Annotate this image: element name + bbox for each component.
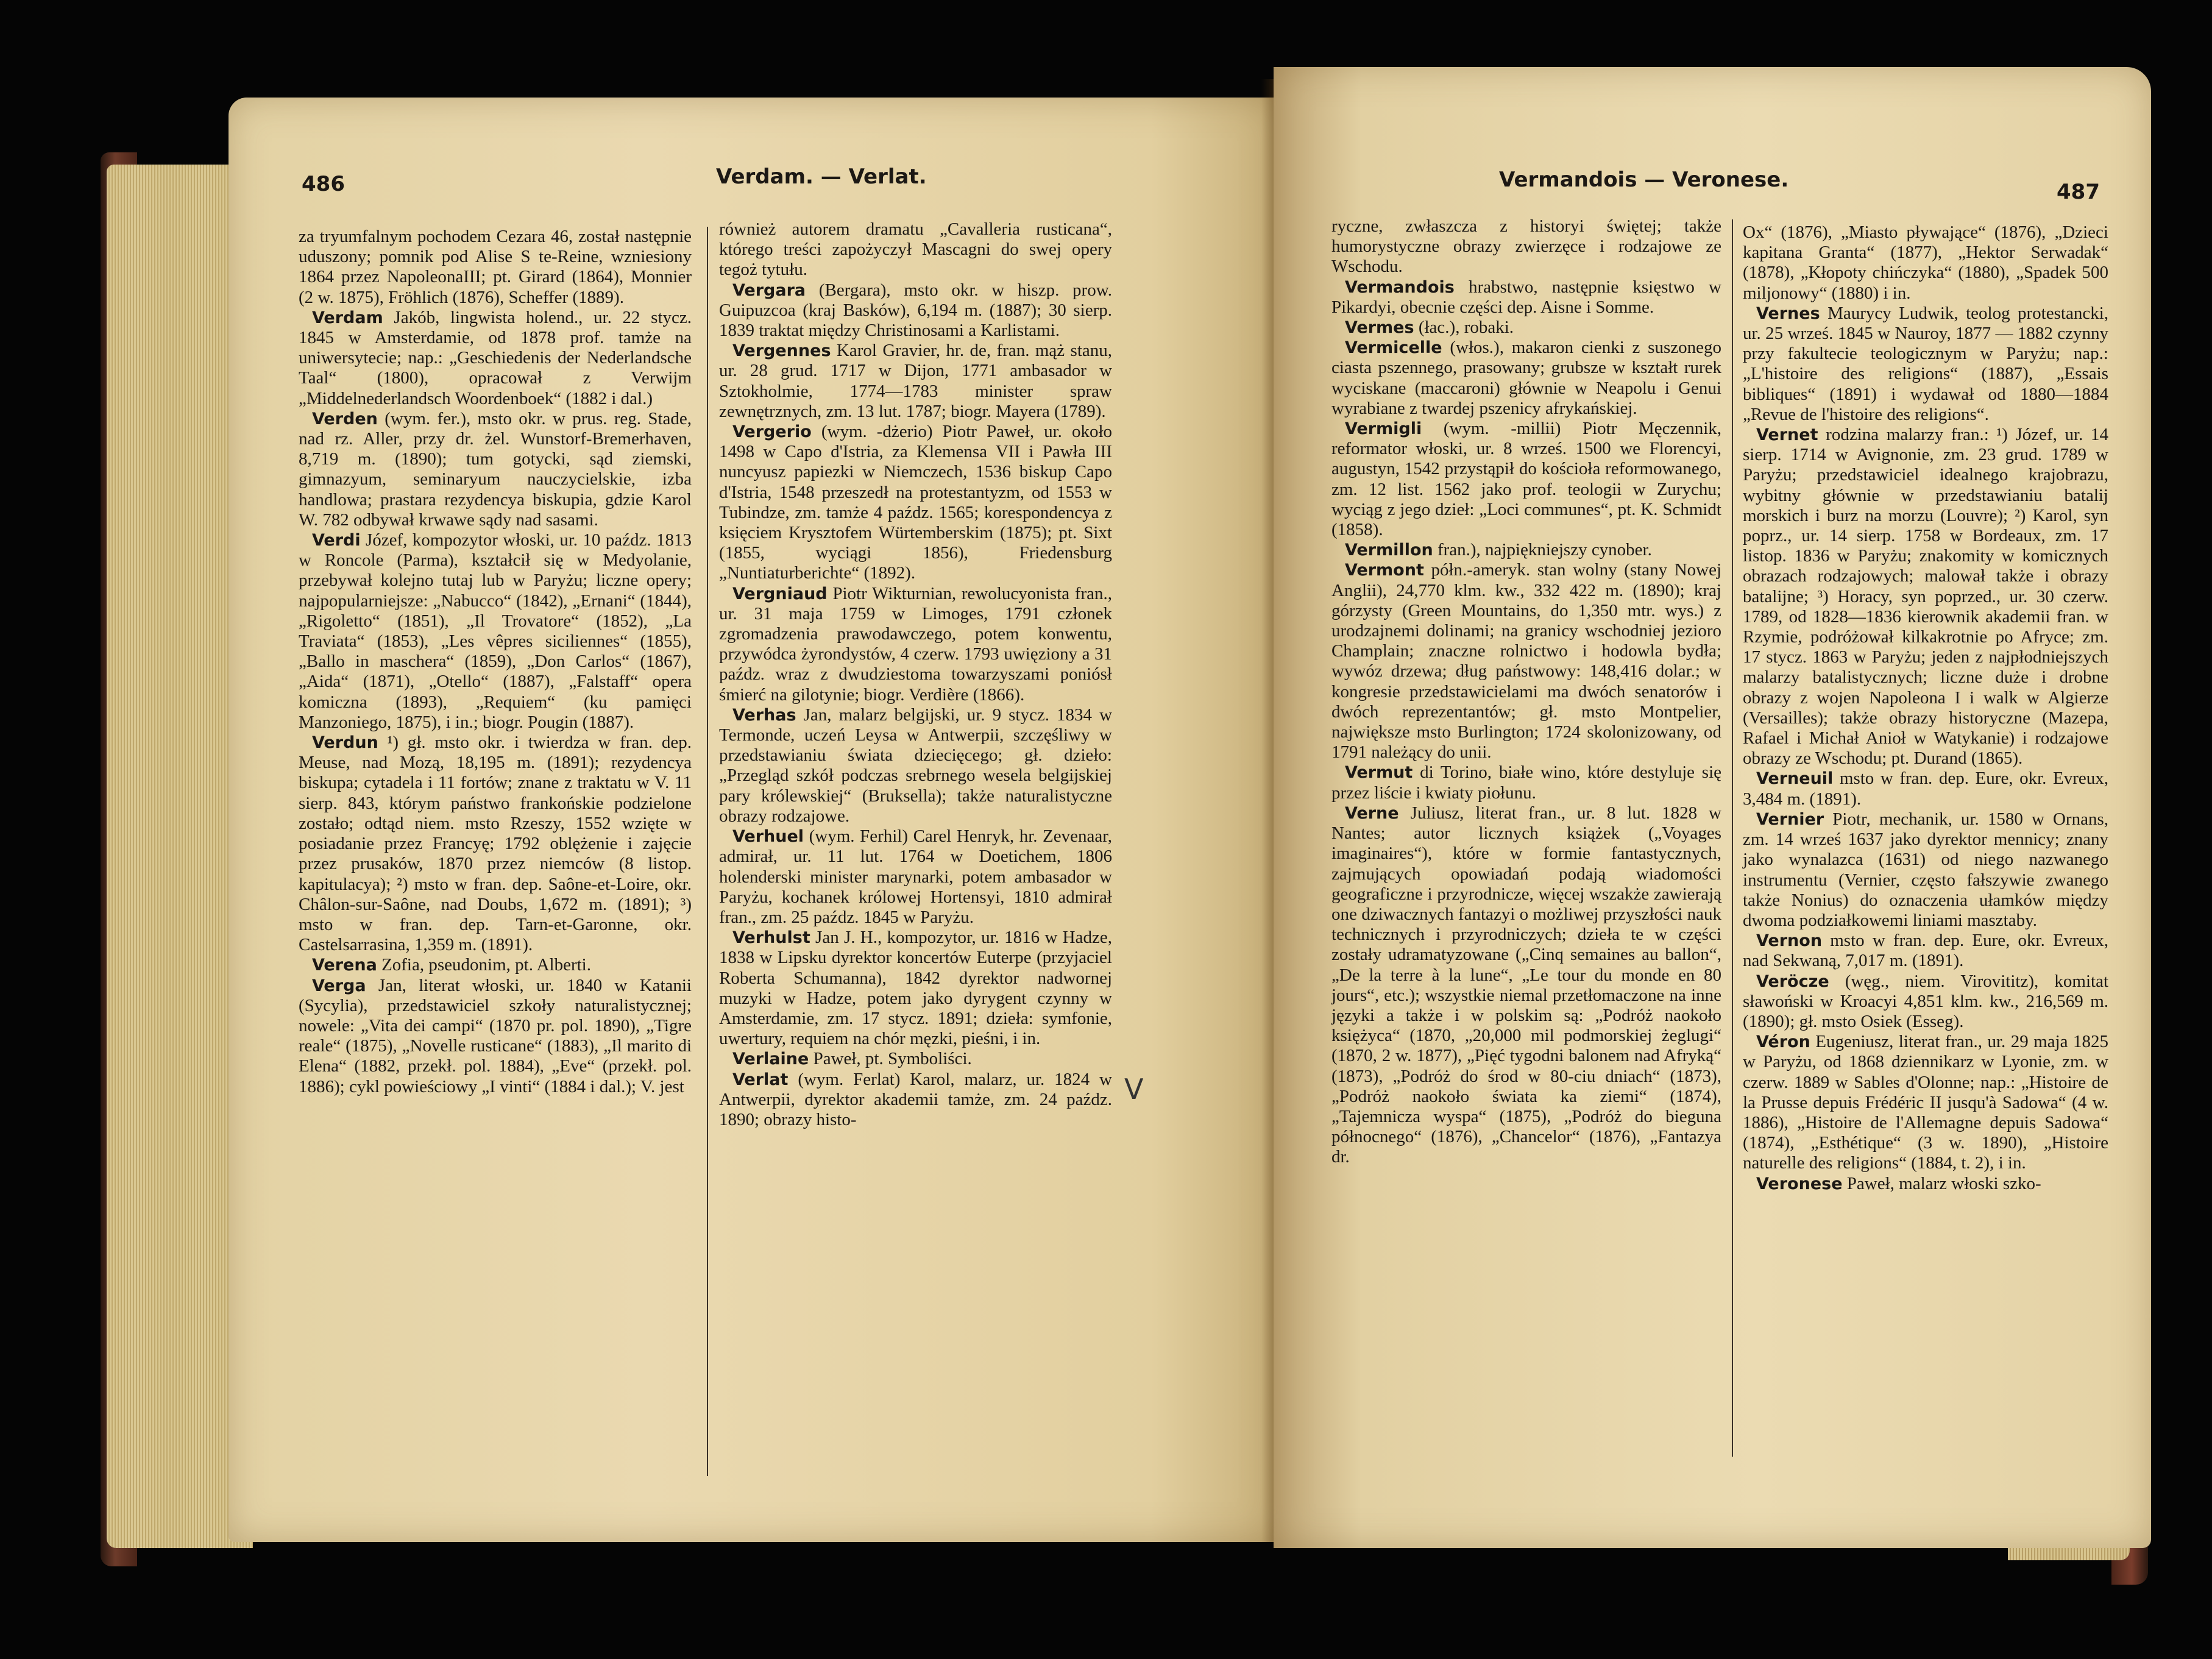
entry-headword: Verga <box>312 976 366 995</box>
entry-text: ¹) gł. msto okr. i twierdza w fran. dep. Meuse, nad Mozą, 18,195 m. (1891); rezydencya biskupa; cytadela i 11 fortów; znane z traktatu w V. 11 sierp. 843, którym państwo frankońskie podzielone zostało; odtąd niem. msto Rzeszy, 1552 wzięte w posiadanie przez Francyę; 1792 oblężenie i zajęcie przez prusaków, 1870 przez niemców (8 listop. kapitulacya); ²) msto w fran. dep. Saône-et-Loire, okr. Châlon-sur-Saône, nad Doubs, 1,672 m. (1891); ³) msto w fran. dep. Tarn-et-Garonne, okr. Castelsarrasina, 1,359 m. (1891). <box>299 733 692 955</box>
entry-headword: Veronese <box>1756 1174 1843 1193</box>
entry-text: rodzina malarzy fran.: ¹) Józef, ur. 14 sierp. 1714 w Avignonie, zm. 23 grud. 1789 w Paryżu; przedstawiciel idealnego krajobrazu, wybitny głównie w przedstawianiu batalij morskich i burz na morzu (Louvre); ²) Karol, syn poprz., ur. 14 sierp. 1758 w Bordeaux, zm. 17 listop. 1836 w Paryżu; znakomity w komicznych obrazach rodzajowych; malował także i obrazy batalijne; ³) Horacy, syn poprzed., ur. 30 czerw. 1789, od 1828—1836 kierownik akademii fran. w Rzymie, podróżował kilkakrotnie po Afryce; zm. 17 stycz. 1863 w Paryżu; jeden z najpłodniejszych malarzy batalistycznych; liczne duże i drobne obrazy z wojen Napoleona I i walk w Algierze (Versailles); także obrazy historyczne (Mazepa, Rafael i Michał Anioł w Watykanie) i rodzajowe obrazy ze Wschodu; pt. Durand (1865). <box>1743 425 2108 769</box>
entry-text: Zofia, pseudonim, pt. Alberti. <box>381 955 591 975</box>
dictionary-entry <box>1743 972 2108 1032</box>
entry-text: (wym. -dżerio) Piotr Paweł, ur. około 1498 w Capo d'Istria, za Klemensa VII i Pawła III nuncyusz papiezki w Niemczech, 1536 biskup Capo d'Istria, 1548 przeszedł na protestantyzm, od 1553 w Tubindze, zm. tamże 4 paźdz. 1565; korespondencya z księciem Krysztofem Würtemberskim (1875); pt. Sixt (1855, wyciągi 1856), Friedensburg „Nuntiaturberichte“ (1892). <box>719 422 1112 583</box>
entry-text: Jakób, lingwista holend., ur. 22 stycz. 1845 w Amsterdamie, od 1878 prof. tamże na uniwersytecie; nap.: „Geschiedenis der Nederlandsche Taal“ (1800), opracował z Verwijm „Middelnederlandsch Woordenboek“ (1882 i dal.) <box>299 307 692 408</box>
entry-headword: Verhulst <box>732 928 810 948</box>
dictionary-entry <box>1331 216 1721 277</box>
dictionary-entry <box>299 409 692 530</box>
entry-text: również autorem dramatu „Cavalleria rusticana“, którego treści zapożyczył Mascagni do swej opery tegoż tytułu. <box>719 219 1112 280</box>
entry-text: Eugeniusz, literat fran., ur. 29 maja 1825 w Paryżu, od 1868 dziennikarz w Lyonie, zm. w czerw. 1889 w Sables d'Olonne; nap.: „Histoire de la Prusse depuis Frédéric II jusqu'à Sadowa“ (4 w. 1886), „Histoire de l'Allemagne depuis Sadowa“ (1874), „Esthétique“ (3 w. 1890), „Histoire naturelle des religions“ (1884, t. 2), i in. <box>1743 1032 2109 1173</box>
dictionary-entry <box>299 530 692 733</box>
entry-text: Juliusz, literat fran., ur. 8 lut. 1828 w Nantes; autor licznych książek („Voyages imaginaires“), które w formie fantastycznych, zajmujących opowiadań podają wiadomości geograficzne i przyrodnicze, więcej wszakże zawierają one dziwacznych fantazyi o możliwej przyszłości nauk technicznych i przyrodniczych; dzieła te w części zostały udramatyzowane („Cinq semaines au ballon“, „De la terre à la lune“, „Le tour du monde en 80 jours“, etc.); wszystkie niemal przetłomaczone na inne języki a także i w polskim są: „Podróż naokoło księżyca“ (1870, „20,000 mil podmorskiej żeglugi“ (1870, 2 w. 1877), „Pięć tygodni balonem nad Afryką“ (1873), „Podróż do środ w 80-ciu dniach“ (1873), „Podróż naokoło świata ka ziemi“ (1874), „Tajemnicza wyspa“ (1875), „Podróż do bieguna północnego“ (1876), „Chancelor“ (1876), „Fantazya dr. <box>1331 803 1721 1167</box>
dictionary-entry <box>1743 931 2108 971</box>
entry-text: Ox“ (1876), „Miasto pływające“ (1876), „Dzieci kapitana Granta“ (1877), „Hektor Serwadak“ (1878), „Kłopoty chińczyka“ (1880), „Spadek 500 miljonowy“ (1880) i in. <box>1743 222 2108 303</box>
dictionary-entry <box>1331 762 1721 803</box>
dictionary-entry <box>1743 1032 2108 1173</box>
entry-headword: Verdun <box>312 733 378 753</box>
entry-text: (włos.), makaron cienki z suszonego ciasta pszennego, prasowany; grubsze w kształt rurek wyciskane (maccaroni) głównie w Neapolu i Genui wyrabiane z twardej pszenicy afrykańskiej. <box>1331 338 1721 418</box>
right-column-2 <box>1743 222 2108 1194</box>
entry-headword: Vermandois <box>1345 277 1455 297</box>
running-head-right: Vermandois — Veronese. <box>1499 168 1789 192</box>
entry-text: Piotr, mechanik, ur. 1580 w Ornans, zm. 14 wrześ 1637 jako dyrektor mennicy; znany jako wynalazca (1631) od niego nazwanego instrumentu (Vernier, często fałszywie zwanego także Nonius) do oznaczenia ułamków między dwoma podziałkowemi liniami masztaby. <box>1743 809 2108 930</box>
dictionary-entry <box>719 584 1112 705</box>
entry-headword: Verhas <box>732 705 796 725</box>
entry-headword: Verlat <box>732 1070 789 1089</box>
dictionary-entry <box>1331 318 1721 338</box>
entry-headword: Verhuel <box>732 827 804 847</box>
entry-text: (wym. Ferlat) Karol, malarz, ur. 1824 w Antwerpii, dyrektor akademii tamże, zm. 24 paźdz. 1890; obrazy histo- <box>719 1069 1113 1129</box>
entry-text: msto w fran. dep. Eure, okr. Evreux, nad Sekwaną, 7,017 m. (1891). <box>1743 931 2108 971</box>
right-column-1 <box>1331 216 1721 1168</box>
entry-headword: Vergennes <box>732 341 831 361</box>
entry-text: (wym. -millii) Piotr Męczennik, reformator włoski, ur. 8 wrześ. 1500 we Florencyi, augustyn, 1542 przystąpił do kościoła reformowanego, zm. 12 list. 1562 jako prof. teologii w Zurychu; wyciąg z jego dzieł: „Loci communes“, pt. K. Schmidt (1858). <box>1331 419 1722 540</box>
dictionary-entry <box>719 341 1112 422</box>
entry-headword: Verden <box>312 409 378 428</box>
page-number-left: 486 <box>302 172 345 196</box>
entry-text: Piotr Wikturnian, rewolucyonista fran., ur. 31 maja 1759 w Limoges, 1791 członek zgromadzenia prawodawczego, potem konwentu, przywódca żyrondystów, 4 czerw. 1793 uwięziony a 31 paźdz. wraz z dwudziestoma towarzyszami poniósł śmierć na gilotynie; biogr. Verdière (1866). <box>719 583 1112 705</box>
dictionary-entry <box>1743 769 2108 809</box>
entry-headword: Verdam <box>312 308 383 327</box>
dictionary-entry <box>1743 1174 2108 1194</box>
column-rule <box>1732 219 1733 1457</box>
running-head-left: Verdam. — Verlat. <box>716 165 927 189</box>
dictionary-entry <box>719 280 1112 341</box>
entry-headword: Vernes <box>1756 304 1820 323</box>
entry-text: (wym. fer.), msto okr. w prus. reg. Stade, nad rz. Aller, przy dr. żel. Wunstorf-Bremerhaven, 8,719 m. (1890); tum gotycki, sąd ziemski, gimnazyum, seminaryum nauczycielskie, izba handlowa; prastara rezydencya biskupia, gdzie Karol W. 782 odbywał krwawe sądy nad sasami. <box>299 408 692 530</box>
entry-text: Jan, literat włoski, ur. 1840 w Katanii (Sycylia), przedstawiciel szkoły naturalistycznej; nowele: „Vita dei campi“ (1870 pr. pol. 1890), „Tigre reale“ (1875), „Novelle rusticane“ (1883), „Il marito di Elena“ (1882, przekł. pol. 1884), „Eve“ (przekł. pol. 1886); cykl powieściowy „I vinti“ (1884 i dal.); V. jest <box>299 975 692 1096</box>
dictionary-entry <box>719 1070 1112 1131</box>
entry-headword: Vermut <box>1345 763 1413 783</box>
dictionary-entry <box>719 1049 1112 1069</box>
entry-text: Jan J. H., kompozytor, ur. 1816 w Hadze, 1838 w Lipsku dyrektor koncertów Euterpe (przyjaciel Roberta Schumanna), 1842 dyrektor nadwornej muzyki w Hadze, potem jako dyrygent czynny w Amsterdamie, zm. 17 stycz. 1891; dzieła: symfonie, uwertury, requiem na chór męzki, pieśni, i in. <box>719 928 1112 1049</box>
entry-text: (łac.), robaki. <box>1418 318 1514 338</box>
entry-headword: Véron <box>1756 1032 1810 1052</box>
dictionary-entry <box>1331 803 1721 1168</box>
entry-headword: Vernier <box>1756 809 1824 829</box>
entry-text: hrabstwo, następnie księstwo w Pikardyi, obecnie części dep. Aisne i Somme. <box>1331 277 1722 317</box>
open-book <box>107 98 2145 1572</box>
dictionary-entry <box>299 227 692 308</box>
entry-text: (Bergara), msto okr. w hiszp. prow. Guipuzcoa (kraj Basków), 6,194 m. (1887); 30 sierp. 1839 traktat między Christinosami a Karlistami. <box>719 280 1113 341</box>
dictionary-entry <box>1743 304 2108 425</box>
dictionary-entry <box>1743 809 2108 931</box>
dictionary-entry <box>1331 338 1721 419</box>
entry-text: Paweł, malarz włoski szko- <box>1846 1173 2041 1193</box>
dictionary-entry <box>299 308 692 409</box>
entry-headword: Verne <box>1345 803 1399 823</box>
dictionary-entry <box>1331 419 1721 540</box>
dictionary-entry <box>1331 540 1721 560</box>
entry-text: Jan, malarz belgijski, ur. 9 stycz. 1834 w Termonde, uczeń Leysa w Antwerpii, szczęśliwy w przedstawianiu świata dziecięcego; gł. dzieło: „Przegląd szkół podczas srebrnego wesela belgijskiej pary królewskiej“ (Bruksella); także naturalistyczne obrazy rodzajowe. <box>719 705 1113 826</box>
entry-headword: Vermes <box>1345 318 1414 338</box>
dictionary-entry <box>1331 560 1721 762</box>
entry-text: Karol Gravier, hr. de, fran. mąż stanu, ur. 28 grud. 1717 w Dijon, 1771 ambasador w Sztokholmie, 1774—1783 minister spraw zewnętrznych, zm. 13 lut. 1787; biogr. Mayera (1789). <box>719 341 1113 421</box>
entry-headword: Vergara <box>732 280 806 300</box>
margin-mark: V <box>1124 1073 1144 1106</box>
entry-text: Paweł, pt. Symboliści. <box>813 1049 972 1069</box>
entry-text: (wym. Ferhil) Carel Henryk, hr. Zevenaar, admirał, ur. 11 lut. 1764 w Doetichem, 1806 holenderski minister marynarki, potem ambasador w Paryżu, kochanek królowej Hortensyi, 1810 admirał fran., zm. 25 paźdz. 1845 w Paryżu. <box>719 826 1112 927</box>
entry-headword: Vernon <box>1756 931 1823 951</box>
entry-text: Maurycy Ludwik, teolog protestancki, ur. 25 wrześ. 1845 w Nauroy, 1877 — 1882 czynny przy fakultecie teologicznym w Paryżu; nap.: „L'histoire des religions“ (1887), „Essais bibliques“ (1891) i wydawał od 1880—1884 „Revue de l'histoire des religions“. <box>1743 303 2108 424</box>
entry-text: Józef, kompozytor włoski, ur. 10 paźdz. 1813 w Roncole (Parma), kształcił się w Medyolanie, przebywał kolejno tutaj lub w Paryżu; liczne opery; najpopularniejsze: „Nabucco“ (1842), „Ernani“ (1844), „Rigoletto“ (1851), „Il Trovatore“ (1852), „La Traviata“ (1853), „Les vêpres siciliennes“ (1855), „Ballo in maschera“ (1859), „Don Carlos“ (1867), „Aida“ (1871), „Otello“ (1887), „Falstaff“ opera komiczna (1893), „Requiem“ (ku pamięci Manzoniego, 1875), i in.; biogr. Pougin (1887). <box>299 530 692 732</box>
dictionary-entry <box>1743 222 2108 304</box>
dictionary-entry <box>299 976 692 1097</box>
entry-text: msto w fran. dep. Eure, okr. Evreux, 3,484 m. (1891). <box>1743 769 2108 809</box>
column-rule <box>707 227 708 1476</box>
dictionary-entry <box>299 955 692 975</box>
dictionary-entry <box>299 733 692 955</box>
entry-text: fran.), najpiękniejszy cynober. <box>1437 540 1652 560</box>
dictionary-entry <box>719 705 1112 826</box>
dictionary-entry <box>719 422 1112 584</box>
entry-text: di Torino, białe wino, które destyluje się przez liście i kwiaty piołunu. <box>1331 762 1722 803</box>
left-column-1 <box>299 227 692 1097</box>
entry-headword: Verlaine <box>732 1050 809 1069</box>
entry-headword: Veröcze <box>1756 972 1829 991</box>
entry-headword: Vermont <box>1345 561 1424 580</box>
left-page <box>229 98 1277 1542</box>
entry-headword: Vergerio <box>732 422 812 442</box>
dictionary-entry <box>719 219 1112 280</box>
entry-headword: Vermicelle <box>1345 338 1442 358</box>
entry-text: za tryumfalnym pochodem Cezara 46, został następnie uduszony; pomnik pod Alise S te-Reine, wzniesiony 1864 przez NapoleonaIII; pt. Girard (1864), Monnier (2 w. 1875), Fröhlich (1876), Scheffer (1889). <box>299 227 692 307</box>
entry-headword: Verneuil <box>1756 769 1834 789</box>
entry-headword: Vermigli <box>1345 419 1422 439</box>
entry-text: półn.-ameryk. stan wolny (stany Nowej Anglii), 24,770 klm. kw., 332 422 m. (1890); kraj górzysty (Green Mountains, do 1,350 mtr. wys.) z urodzajnemi dolinami; na granicy wschodniej jezioro Champlain; znaczne rolnictwo i hodowla bydła; wywóz drzewa; dług państwowy: 148,416 dolar.; w kongresie przedstawicielami ma dwóch senatorów i dwóch reprezentantów; gł. msto Montpelier, największe msto Burlington; 1724 skolonizowany, od 1791 należący do unii. <box>1331 560 1722 762</box>
entry-headword: Vergniaud <box>732 584 828 603</box>
dictionary-entry <box>1743 425 2108 769</box>
entry-text: (węg., niem. Virovititz), komitat sławoński w Kroacyi 4,851 klm. kw., 216,569 m. (1890); gł. msto Osiek (Esseg). <box>1743 971 2108 1031</box>
entry-text: ryczne, zwłaszcza z historyi świętej; także humorystyczne obrazy zwierzęce i rodzajowe ze Wschodu. <box>1331 216 1721 277</box>
dictionary-entry <box>719 826 1112 928</box>
dictionary-entry <box>1331 277 1721 318</box>
left-column-2 <box>719 219 1112 1130</box>
page-number-right: 487 <box>2057 180 2100 204</box>
entry-headword: Verdi <box>312 531 361 550</box>
entry-headword: Verena <box>312 956 377 975</box>
entry-headword: Vernet <box>1756 425 1818 445</box>
right-page <box>1274 67 2151 1548</box>
entry-headword: Vermillon <box>1345 541 1433 560</box>
dictionary-entry <box>719 928 1112 1049</box>
